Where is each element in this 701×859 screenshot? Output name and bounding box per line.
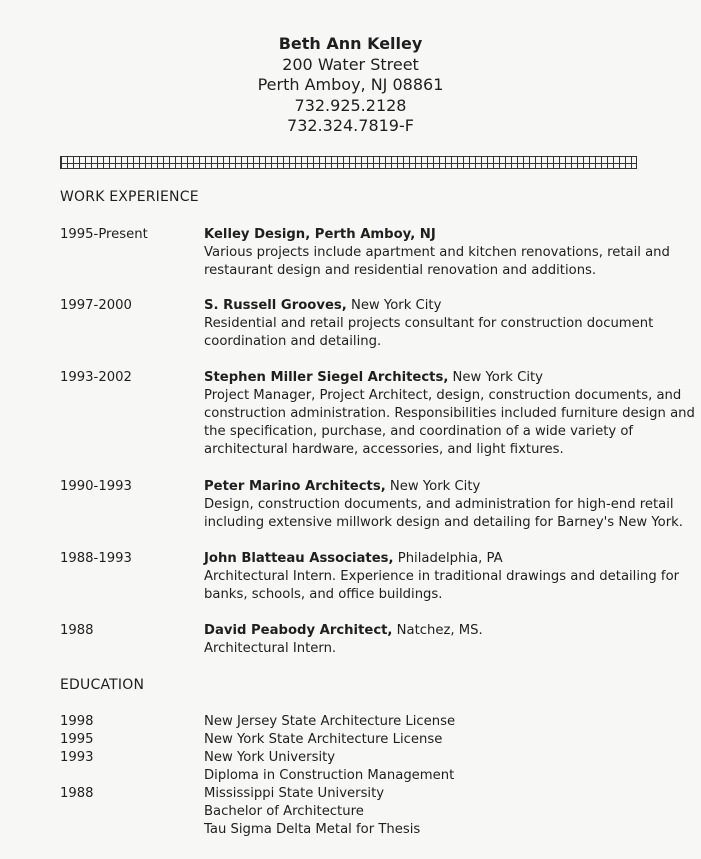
education-details — [204, 713, 455, 839]
resume-header — [0, 34, 701, 137]
education-year: 1993 — [60, 750, 94, 765]
work-desc-line: Project Manager, Project Architect, design, construction documents, and — [204, 388, 682, 403]
work-desc-line: Various projects include apartment and kitchen renovations, retail and — [204, 245, 670, 260]
address-city: Perth Amboy, NJ 08861 — [257, 75, 444, 94]
education-years — [60, 713, 94, 803]
education-line: Mississippi State University — [204, 786, 385, 801]
work-location: Philadelphia, PA — [393, 551, 503, 566]
education-line: Tau Sigma Delta Metal for Thesis — [204, 822, 421, 837]
work-org: S. Russell Grooves, — [204, 298, 347, 313]
address-street: 200 Water Street — [282, 54, 419, 74]
work-org: John Blatteau Associates, — [204, 551, 394, 566]
education-line: New Jersey State Architecture License — [204, 714, 456, 729]
work-location: New York City — [385, 479, 481, 494]
phone-number: 732.925.2128 — [294, 95, 407, 115]
work-years: 1988-1993 — [60, 551, 132, 566]
work-years: 1995-Present — [60, 227, 148, 242]
education-heading: EDUCATION — [60, 677, 145, 693]
work-desc-line: construction administration. Responsibilities included furniture design and — [204, 406, 695, 421]
education-year: 1988 — [60, 786, 94, 801]
work-location: New York City — [346, 298, 442, 313]
work-desc-line: Architectural Intern. Experience in traditional drawings and detailing for — [204, 569, 680, 584]
fax-number: 732.324.7819-F — [287, 116, 414, 135]
education-line: Bachelor of Architecture — [204, 804, 364, 819]
decorative-divider — [60, 156, 637, 169]
resume-name: Beth Ann Kelley — [278, 34, 423, 53]
work-years: 1997-2000 — [60, 298, 132, 313]
work-desc-line: architectural hardware, accessories, and light fixtures. — [204, 442, 564, 457]
work-location: Natchez, MS. — [392, 623, 483, 638]
work-location: New York City — [448, 370, 543, 385]
work-desc-line: including extensive millwork design and detailing for Barney's New York. — [204, 515, 683, 530]
education-line: New York State Architecture License — [204, 732, 443, 747]
work-desc-line: the specification, purchase, and coordination of a wide variety of — [204, 424, 634, 439]
work-years: 1988 — [60, 623, 94, 638]
education-line: Diploma in Construction Management — [204, 768, 455, 783]
work-desc-line: banks, schools, and office buildings. — [204, 587, 443, 602]
work-years: 1993-2002 — [60, 370, 132, 385]
work-years: 1990-1993 — [60, 479, 132, 494]
work-org: Stephen Miller Siegel Architects, — [204, 370, 449, 385]
work-desc-line: restaurant design and residential renovation and additions. — [204, 263, 597, 278]
work-desc-line: Residential and retail projects consultant for construction document — [204, 316, 654, 331]
education-year: 1998 — [60, 714, 94, 729]
education-year: 1995 — [60, 732, 94, 747]
education-year — [60, 767, 94, 785]
work-desc-line: Design, construction documents, and administration for high-end retail — [204, 497, 674, 512]
education-line: New York University — [204, 750, 336, 765]
work-desc-line: coordination and detailing. — [204, 334, 382, 349]
work-org: Kelley Design, Perth Amboy, NJ — [204, 227, 436, 242]
work-experience-heading: WORK EXPERIENCE — [60, 189, 199, 205]
work-org: David Peabody Architect, — [204, 623, 393, 638]
work-org: Peter Marino Architects, — [204, 479, 386, 494]
work-desc-line: Architectural Intern. — [204, 641, 337, 656]
